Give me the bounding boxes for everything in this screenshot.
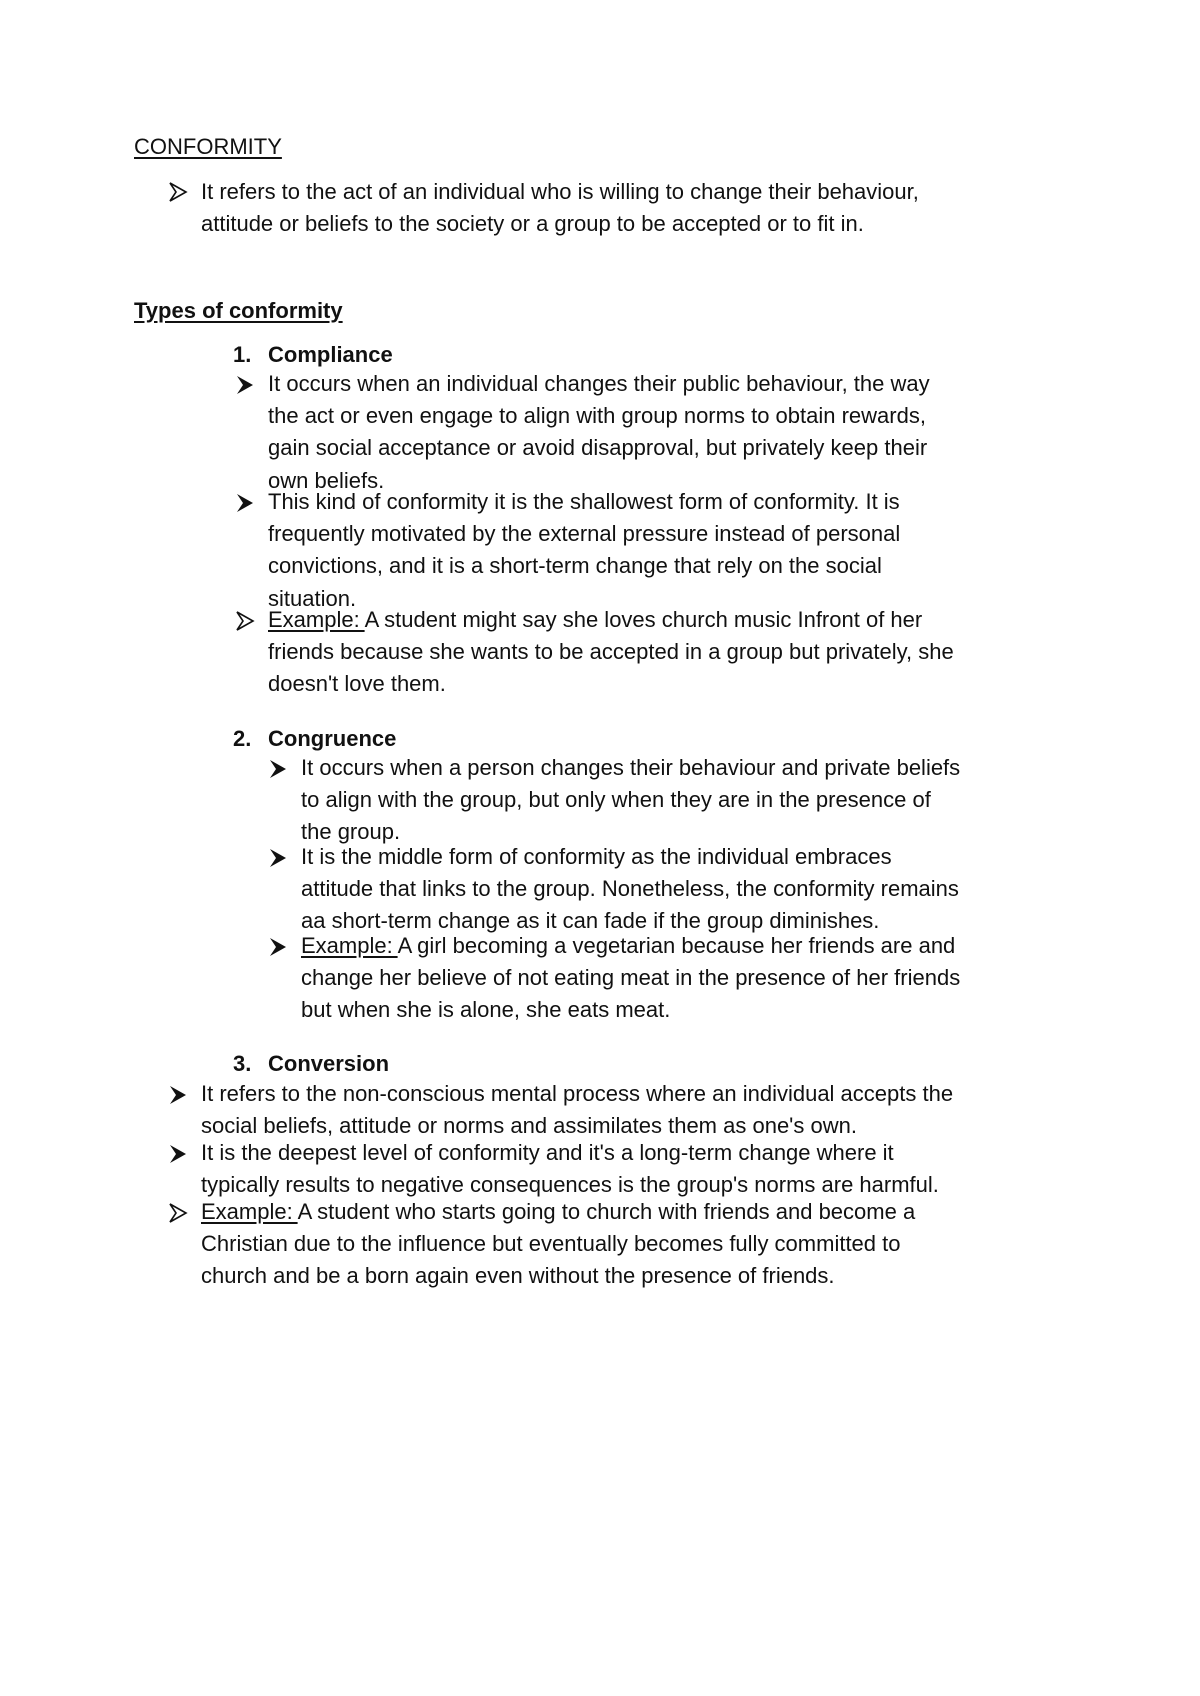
arrow-bullet-icon xyxy=(268,937,288,957)
text-line: It occurs when a person changes their behaviour and private beliefs xyxy=(301,755,961,780)
text-line: the group. xyxy=(301,819,401,845)
intro-paragraph xyxy=(201,176,919,240)
page-title: CONFORMITY xyxy=(134,134,282,159)
text-line: attitude or beliefs to the society or a group to be accepted or to fit in. xyxy=(201,211,864,237)
example-label: Example: xyxy=(301,933,398,958)
example-label: Example: xyxy=(268,607,365,632)
example-label: Example: xyxy=(201,1199,298,1224)
text-line: frequently motivated by the external pressure instead of personal xyxy=(268,521,901,547)
bullet-paragraph xyxy=(268,368,930,497)
section-number: 3. xyxy=(233,1051,252,1076)
text-line: typically results to negative consequences is the group's norms are harmful. xyxy=(201,1172,939,1198)
text-line: It refers to the non-conscious mental process where an individual accepts the xyxy=(201,1081,954,1106)
text-line: convictions, and it is a short-term change that rely on the social xyxy=(268,553,882,579)
section-title-congruence: Congruence xyxy=(268,726,397,751)
text-line: but when she is alone, she eats meat. xyxy=(301,997,671,1023)
example-paragraph xyxy=(301,930,960,1027)
arrow-outline-bullet-icon xyxy=(235,611,255,631)
bullet-paragraph xyxy=(201,1137,939,1201)
text-line: Christian due to the influence but eventually becomes fully committed to xyxy=(201,1231,901,1257)
arrow-bullet-icon xyxy=(235,375,255,395)
text-line: gain social acceptance or avoid disapproval, but privately keep their xyxy=(268,435,928,461)
text-line: It occurs when an individual changes their public behaviour, the way xyxy=(268,371,930,396)
arrow-bullet-icon xyxy=(168,1085,188,1105)
arrow-outline-bullet-icon xyxy=(168,182,188,202)
text-line: It is the middle form of conformity as the individual embraces xyxy=(301,844,892,869)
text-line: attitude that links to the group. Nonetheless, the conformity remains xyxy=(301,876,959,902)
text-line: friends because she wants to be accepted in a group but privately, she xyxy=(268,639,954,665)
example-text: A student who starts going to church with friends and become a xyxy=(297,1199,916,1224)
arrow-outline-bullet-icon xyxy=(168,1203,188,1223)
bullet-paragraph xyxy=(268,486,900,615)
text-line: the act or even engage to align with group norms to obtain rewards, xyxy=(268,403,926,429)
section-number: 1. xyxy=(233,342,252,367)
text-line xyxy=(268,604,954,636)
bullet-paragraph xyxy=(201,1078,953,1142)
text-line: aa short-term change as it can fade if the group diminishes. xyxy=(301,908,880,934)
arrow-bullet-icon xyxy=(235,493,255,513)
section-title-compliance: Compliance xyxy=(268,342,393,367)
text-line: church and be a born again even without the presence of friends. xyxy=(201,1263,835,1289)
text-line: to align with the group, but only when they are in the presence of xyxy=(301,787,931,813)
section-title-conversion: Conversion xyxy=(268,1051,390,1076)
text-line: It refers to the act of an individual who is willing to change their behaviour, xyxy=(201,179,919,204)
section-heading-types: Types of conformity xyxy=(134,298,343,323)
example-text: A student might say she loves church music Infront of her xyxy=(364,607,923,632)
arrow-bullet-icon xyxy=(268,848,288,868)
text-line: It is the deepest level of conformity and it's a long-term change where it xyxy=(201,1140,894,1165)
example-paragraph xyxy=(201,1196,915,1293)
text-line xyxy=(301,930,960,962)
example-paragraph xyxy=(268,604,954,701)
text-line: doesn't love them. xyxy=(268,671,446,697)
section-number: 2. xyxy=(233,726,252,751)
arrow-bullet-icon xyxy=(168,1144,188,1164)
bullet-paragraph xyxy=(301,841,959,938)
bullet-paragraph xyxy=(301,752,960,849)
text-line: situation. xyxy=(268,585,357,611)
example-text: A girl becoming a vegetarian because her friends are and xyxy=(397,933,956,958)
text-line: social beliefs, attitude or norms and assimilates them as one's own. xyxy=(201,1113,857,1139)
text-line: This kind of conformity it is the shallowest form of conformity. It is xyxy=(268,489,900,514)
text-line xyxy=(201,1196,915,1228)
arrow-bullet-icon xyxy=(268,759,288,779)
text-line: change her believe of not eating meat in the presence of her friends xyxy=(301,965,961,991)
text-line: own beliefs. xyxy=(268,467,385,493)
